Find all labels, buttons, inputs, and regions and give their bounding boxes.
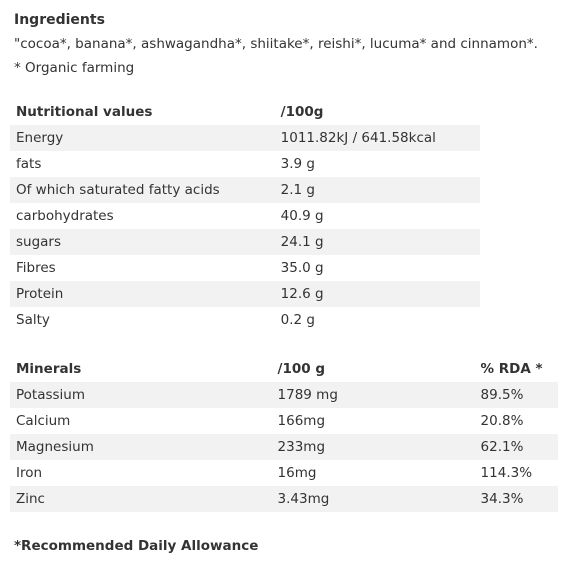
nutrient-value: 40.9 g [280,208,324,224]
table-row [10,281,480,307]
mineral-rda: 20.8% [480,413,524,429]
nutrient-value: 24.1 g [275,229,480,255]
mineral-name: Iron [16,465,43,481]
ingredients-text: "cocoa*, banana*, ashwagandha*, shiitake*, reishi*, lucuma* and cinnamon*. [14,36,538,52]
mineral-amount: 233mg [272,434,475,460]
mineral-name: Zinc [10,486,272,512]
header-cell: Nutritional values [16,104,153,120]
mineral-name: Magnesium [10,434,272,460]
table-row [10,177,480,203]
nutrition-table [10,99,480,333]
minerals-table [10,356,558,512]
nutrient-name: sugars [10,229,275,255]
mineral-rda: 34.3% [475,486,558,512]
header-cell: /100 g [277,361,326,377]
nutrient-name: Salty [16,312,50,328]
table-row [10,125,480,151]
header-cell: % RDA * [480,361,543,377]
mineral-rda: 114.3% [480,465,533,481]
nutrient-value: 3.9 g [280,156,315,172]
mineral-rda: 89.5% [475,382,558,408]
nutrient-name: Protein [10,281,275,307]
table-row [10,203,480,229]
header-cell: Minerals [16,361,82,377]
ingredients-title: Ingredients [14,12,105,28]
nutrient-value: 1011.82kJ / 641.58kcal [275,125,480,151]
nutrient-name: carbohydrates [16,208,114,224]
table-row [10,460,558,486]
rda-footnote: *Recommended Daily Allowance [14,538,259,554]
table-header-row [10,99,480,125]
table-row [10,307,480,333]
table-row [10,229,480,255]
table-row [10,434,558,460]
mineral-amount: 166mg [277,413,326,429]
mineral-amount: 1789 mg [272,382,475,408]
organic-note: * Organic farming [14,60,135,76]
mineral-name: Potassium [10,382,272,408]
nutrient-name: fats [16,156,42,172]
nutrient-name: Energy [10,125,275,151]
nutrient-value: 0.2 g [280,312,315,328]
nutrient-name: Of which saturated fatty acids [10,177,275,203]
mineral-rda: 62.1% [475,434,558,460]
header-cell: /100g [280,104,324,120]
nutrient-name: Fibres [16,260,56,276]
mineral-amount: 3.43mg [272,486,475,512]
nutrient-value: 12.6 g [275,281,480,307]
table-row [10,255,480,281]
nutrient-value: 35.0 g [280,260,324,276]
table-row [10,382,558,408]
mineral-amount: 16mg [277,465,317,481]
table-row [10,486,558,512]
nutrient-value: 2.1 g [275,177,480,203]
table-row [10,408,558,434]
table-row [10,151,480,177]
mineral-name: Calcium [16,413,71,429]
table-header-row [10,356,558,382]
